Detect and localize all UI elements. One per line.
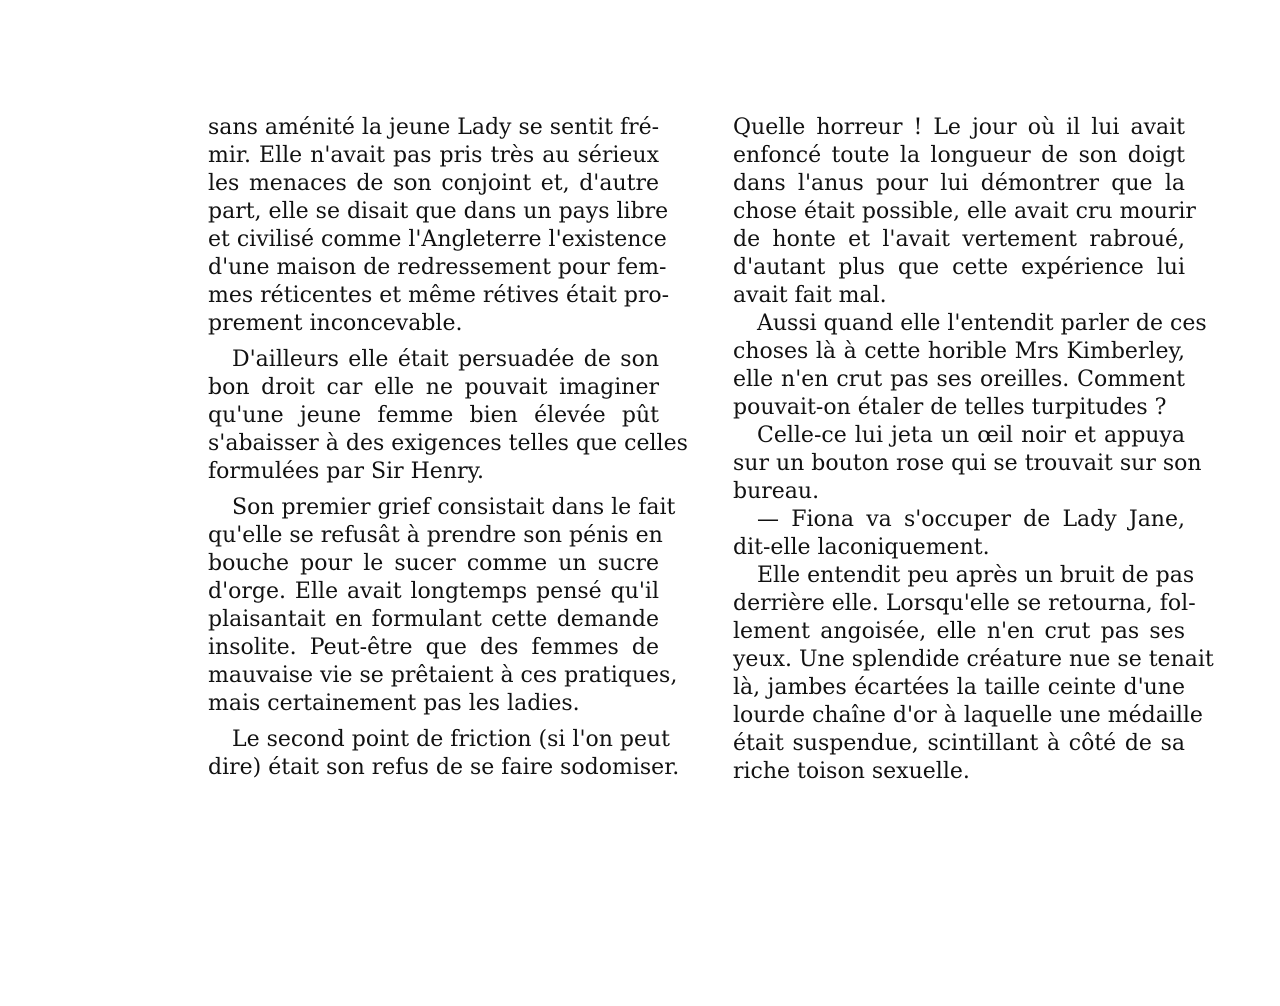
text-line: formulées par Sir Henry.: [208, 459, 485, 484]
text-line: part, elle se disait que dans un pays libre: [208, 199, 669, 224]
paragraph: [733, 562, 1214, 786]
text-line: les menaces de son conjoint et, d'autre: [208, 171, 659, 196]
paragraph: [208, 726, 680, 782]
text-line: Le second point de friction (si l'on peut: [232, 727, 671, 752]
right-page: [733, 114, 1214, 786]
text-line: dans l'anus pour lui démontrer que la: [733, 171, 1185, 196]
text-line: là, jambes écartées la taille ceinte d'une: [733, 675, 1185, 700]
text-line: sur un bouton rose qui se trouvait sur son: [733, 451, 1202, 476]
text-line: s'abaisser à des exigences telles que celles: [208, 431, 688, 456]
text-line: bouche pour le sucer comme un sucre: [208, 551, 659, 576]
text-line: Aussi quand elle l'entendit parler de ces: [757, 311, 1207, 336]
text-line: elle n'en crut pas ses oreilles. Comment: [733, 367, 1185, 392]
left-page: [208, 114, 688, 782]
text-line: — Fiona va s'occuper de Lady Jane,: [757, 507, 1185, 532]
paragraph: [208, 494, 678, 718]
text-line: dit-elle laconiquement.: [733, 535, 990, 560]
text-line: lement angoisée, elle n'en crut pas ses: [733, 619, 1185, 644]
text-line: plaisantait en formulant cette demande: [208, 607, 659, 632]
text-line: sans aménité la jeune Lady se sentit fré-: [208, 115, 660, 140]
text-line: avait fait mal.: [733, 283, 887, 308]
text-line: derrière elle. Lorsqu'elle se retourna, fol-: [733, 591, 1196, 616]
text-line: qu'une jeune femme bien élevée pût: [208, 403, 659, 428]
text-line: Son premier grief consistait dans le fait: [232, 495, 676, 520]
paragraph: [733, 506, 1185, 562]
text-line: D'ailleurs elle était persuadée de son: [232, 347, 659, 372]
text-line: pouvait-on étaler de telles turpitudes ?: [733, 395, 1167, 420]
paragraph: [733, 310, 1207, 422]
text-line: bureau.: [733, 479, 820, 504]
text-line: d'autant plus que cette expérience lui: [733, 255, 1185, 280]
text-line: Elle entendit peu après un bruit de pas: [757, 563, 1195, 588]
text-line: de honte et l'avait vertement rabroué,: [733, 227, 1185, 252]
text-line: enfoncé toute la longueur de son doigt: [733, 143, 1185, 168]
text-line: Quelle horreur ! Le jour où il lui avait: [733, 115, 1185, 140]
text-line: dire) était son refus de se faire sodomiser.: [208, 755, 680, 780]
paragraph: [733, 422, 1202, 506]
text-line: d'orge. Elle avait longtemps pensé qu'il: [208, 579, 659, 604]
text-line: mauvaise vie se prêtaient à ces pratiques,: [208, 663, 678, 688]
text-line: d'une maison de redressement pour fem-: [208, 255, 667, 280]
text-line: bon droit car elle ne pouvait imaginer: [208, 375, 659, 400]
text-line: prement inconcevable.: [208, 311, 463, 336]
paragraph: [208, 114, 670, 338]
text-line: yeux. Une splendide créature nue se tenait: [733, 647, 1214, 672]
text-line: et civilisé comme l'Angleterre l'existence: [208, 227, 667, 252]
text-line: qu'elle se refusât à prendre son pénis en: [208, 523, 663, 548]
paragraph: [208, 346, 688, 486]
text-line: riche toison sexuelle.: [733, 759, 970, 784]
text-line: mir. Elle n'avait pas pris très au sérieux: [208, 143, 659, 168]
text-line: insolite. Peut-être que des femmes de: [208, 635, 659, 660]
text-line: choses là à cette horible Mrs Kimberley,: [733, 339, 1185, 364]
text-line: mes réticentes et même rétives était pro-: [208, 283, 670, 308]
text-line: lourde chaîne d'or à laquelle une médaille: [733, 703, 1203, 728]
text-line: Celle-ce lui jeta un œil noir et appuya: [757, 423, 1185, 448]
paragraph: [733, 114, 1196, 310]
text-line: chose était possible, elle avait cru mourir: [733, 199, 1196, 224]
text-line: mais certainement pas les ladies.: [208, 691, 580, 716]
text-line: était suspendue, scintillant à côté de sa: [733, 731, 1185, 756]
